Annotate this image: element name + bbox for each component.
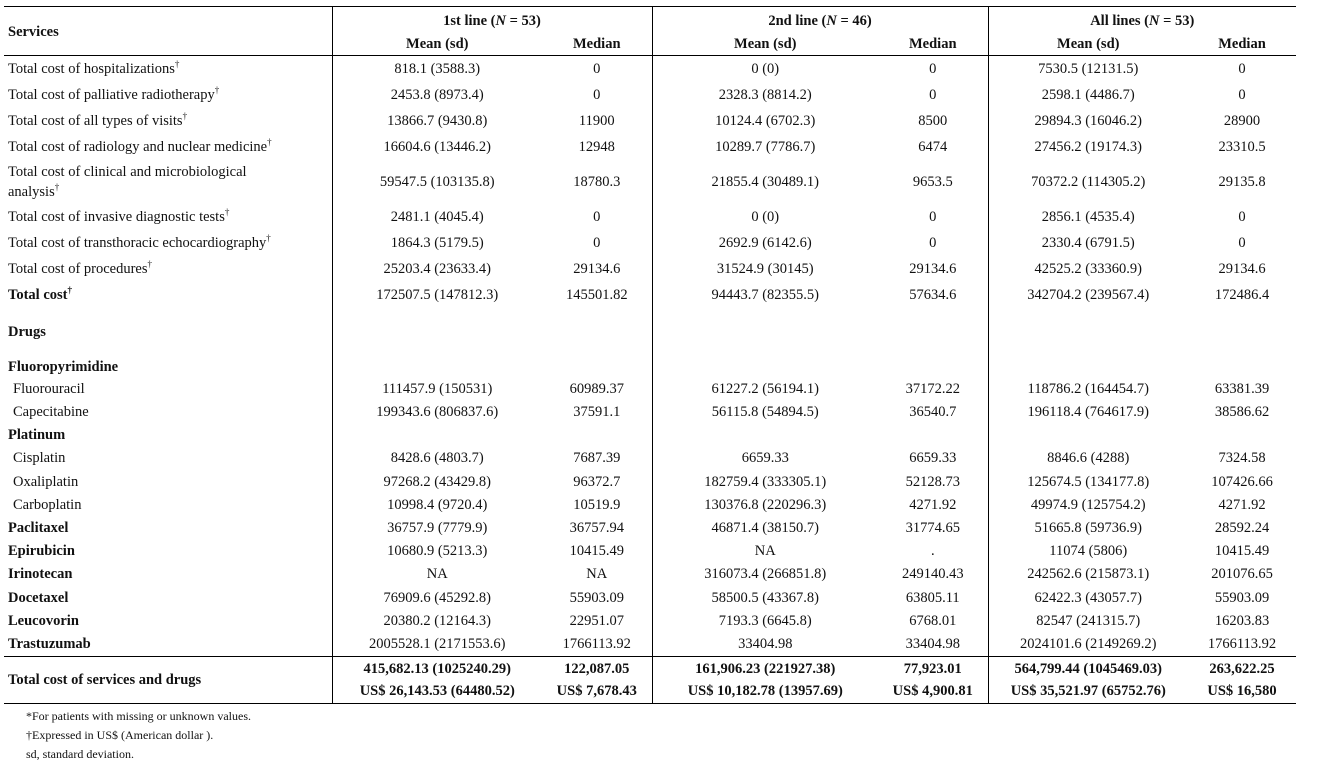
median-cell: 0 <box>878 230 988 256</box>
mean-cell: 49974.9 (125754.2) <box>1030 496 1146 513</box>
mean-cell: 94443.7 (82355.5) <box>711 286 820 303</box>
row-label-text: Total cost of radiology and nuclear medicine <box>8 138 268 155</box>
median-cell: 11900 <box>542 108 652 134</box>
empty-cell <box>542 356 652 378</box>
row-label-text: analysis <box>8 184 55 200</box>
median-cell: 9653.5 <box>878 160 988 204</box>
median-cell: 1766113.92 <box>542 633 652 657</box>
mean-cell: 242562.6 (215873.1) <box>1027 566 1150 583</box>
row-label-text: Docetaxel <box>8 589 69 606</box>
row-label-text: Carboplatin <box>13 496 82 513</box>
row-label <box>4 134 332 160</box>
median-cell: 7687.39 <box>542 447 652 470</box>
mean-cell: 199343.6 (806837.6) <box>376 404 499 421</box>
median-cell: 6474 <box>878 134 988 160</box>
median-cell: 0 <box>542 204 652 230</box>
row-label <box>4 230 332 256</box>
table-row <box>4 471 1296 494</box>
mean-cell: 316073.4 (266851.8) <box>704 566 827 583</box>
row-label <box>4 494 332 517</box>
median-cell: 4271.92 <box>1218 496 1266 513</box>
row-label-text: Total cost of procedures <box>8 260 148 277</box>
group-header-1st-line: 1st line (N = 53) <box>332 7 652 34</box>
total-cell <box>878 657 988 704</box>
row-label-text: Fluorouracil <box>13 381 85 398</box>
mean-cell: 182759.4 (333305.1) <box>704 473 827 490</box>
median-cell: 201076.65 <box>1211 566 1273 583</box>
fluoropyrimidine-heading-label: Fluoropyrimidine <box>4 356 332 378</box>
row-label-text: Epirubicin <box>8 543 75 560</box>
median-header: Median <box>542 33 652 56</box>
total-cell <box>652 657 878 704</box>
fluoropyrimidine-heading <box>4 356 1296 378</box>
row-label-text: Trastuzumab <box>8 635 91 652</box>
services-header: Services <box>4 7 332 56</box>
mean-cell: 70372.2 (114305.2) <box>1031 173 1146 190</box>
median-cell: 29134.6 <box>542 256 652 282</box>
median-cell: 18780.3 <box>542 160 652 204</box>
empty-cell <box>542 424 652 447</box>
row-label <box>4 160 332 204</box>
empty-cell <box>652 424 878 447</box>
mean-cell: 7193.3 (6645.8) <box>718 612 812 629</box>
row-label-text: Total cost of all types of visits <box>8 112 183 129</box>
median-cell: 29134.6 <box>878 256 988 282</box>
table-row <box>4 134 1296 160</box>
mean-cell: NA <box>426 566 448 583</box>
total-usd-value: US$ 7,678.43 <box>556 683 637 700</box>
total-value: 161,906.23 (221927.38) <box>695 661 836 678</box>
mean-cell: 172507.5 (147812.3) <box>376 286 499 303</box>
dagger-footnote-mark: † <box>267 136 272 147</box>
mean-cell: 10289.7 (7786.7) <box>715 138 816 155</box>
mean-cell: 2328.3 (8814.2) <box>718 86 812 103</box>
table-row <box>4 610 1296 633</box>
median-cell: 57634.6 <box>878 282 988 308</box>
mean-cell: 7530.5 (12131.5) <box>1038 60 1139 77</box>
median-cell: 37591.1 <box>542 401 652 424</box>
row-label <box>4 204 332 230</box>
median-cell: 7324.58 <box>1218 450 1266 467</box>
table-row <box>4 56 1296 83</box>
total-value: 77,923.01 <box>903 661 962 678</box>
table-row <box>4 401 1296 424</box>
median-cell: 37172.22 <box>878 378 988 401</box>
median-cell: 0 <box>878 56 988 83</box>
total-cell <box>332 657 542 704</box>
row-label-text: Cisplatin <box>13 450 66 467</box>
median-cell: 0 <box>542 82 652 108</box>
dagger-footnote-mark: † <box>224 206 230 217</box>
total-row <box>4 657 1296 704</box>
mean-cell: 2005528.1 (2171553.6) <box>368 635 506 652</box>
median-header: Median <box>878 33 988 56</box>
mean-cell: 42525.2 (33360.9) <box>1034 260 1143 277</box>
mean-header: Mean (sd) <box>652 33 878 56</box>
mean-cell: 196118.4 (764617.9) <box>1027 404 1149 421</box>
median-cell: 23310.5 <box>1218 138 1266 155</box>
mean-cell: 8846.6 (4288) <box>1047 450 1130 467</box>
table-row <box>4 82 1296 108</box>
row-label <box>4 587 332 610</box>
mean-cell: 27456.2 (19174.3) <box>1034 138 1143 155</box>
mean-cell: 58500.5 (43367.8) <box>711 589 820 606</box>
row-label <box>4 447 332 470</box>
empty-cell <box>988 356 1188 378</box>
median-cell: 63381.39 <box>1214 381 1270 398</box>
total-value: 263,622.25 <box>1209 661 1275 678</box>
row-label-text: Total cost of transthoracic echocardiography <box>8 234 267 251</box>
mean-cell: 342704.2 (239567.4) <box>1027 286 1150 303</box>
median-cell: 0 <box>1238 208 1246 225</box>
mean-cell: 118786.2 (164454.7) <box>1027 381 1149 398</box>
median-cell: 10519.9 <box>542 494 652 517</box>
platinum-heading <box>4 424 1296 447</box>
mean-header: Mean (sd) <box>332 33 542 56</box>
median-cell: 10415.49 <box>542 540 652 563</box>
row-label-text: Total cost of palliative radiotherapy <box>8 86 215 103</box>
dagger-footnote-mark: † <box>182 110 188 121</box>
mean-cell: 11074 (5806) <box>1049 543 1128 560</box>
table-row <box>4 517 1296 540</box>
mean-cell: 56115.8 (54894.5) <box>711 404 819 421</box>
median-cell: 22951.07 <box>542 610 652 633</box>
median-cell: 12948 <box>542 134 652 160</box>
mean-cell: 20380.2 (12164.3) <box>383 612 492 629</box>
dagger-footnote-mark: † <box>266 232 271 243</box>
median-cell: 33404.98 <box>878 633 988 657</box>
footnote: sd, standard deviation. <box>26 747 134 761</box>
group-header-2nd-line: 2nd line (N = 46) <box>652 7 988 34</box>
median-cell: 0 <box>1238 60 1246 77</box>
table-row <box>4 282 1296 308</box>
row-label <box>4 540 332 563</box>
mean-cell: 6659.33 <box>741 450 789 467</box>
table-row <box>4 160 1296 204</box>
row-label <box>4 378 332 401</box>
row-label <box>4 471 332 494</box>
total-cell <box>988 657 1188 704</box>
row-label-text: Capecitabine <box>13 404 89 421</box>
empty-cell <box>542 308 652 356</box>
dagger-footnote-mark: † <box>147 258 153 269</box>
median-cell: 29135.8 <box>1218 173 1266 190</box>
median-cell: 28592.24 <box>1214 520 1270 537</box>
drugs-heading-label: Drugs <box>4 308 332 356</box>
mean-cell: 59547.5 (103135.8) <box>379 173 495 190</box>
median-cell: 55903.09 <box>1214 589 1270 606</box>
empty-cell <box>1188 308 1296 356</box>
total-cell <box>1188 657 1296 704</box>
mean-cell: 0 (0) <box>751 60 780 77</box>
mean-cell: 36757.9 (7779.9) <box>387 520 488 537</box>
mean-cell: 2453.8 (8973.4) <box>390 86 484 103</box>
mean-cell: 818.1 (3588.3) <box>394 60 481 77</box>
mean-cell: NA <box>754 543 776 560</box>
total-usd-value: US$ 10,182.78 (13957.69) <box>687 683 843 700</box>
mean-cell: 2692.9 (6142.6) <box>718 234 812 251</box>
median-cell: 52128.73 <box>878 471 988 494</box>
dagger-footnote-mark: † <box>67 284 72 295</box>
median-cell: 0 <box>1238 234 1246 251</box>
empty-cell <box>652 308 878 356</box>
empty-cell <box>878 308 988 356</box>
empty-cell <box>1188 424 1296 447</box>
total-usd-value: US$ 4,900.81 <box>892 683 973 700</box>
table-row <box>4 108 1296 134</box>
mean-cell: 21855.4 (30489.1) <box>711 173 820 190</box>
row-label <box>4 610 332 633</box>
empty-cell <box>332 424 542 447</box>
mean-cell: 13866.7 (9430.8) <box>387 112 488 129</box>
total-usd-value: US$ 26,143.53 (64480.52) <box>359 683 515 700</box>
dagger-footnote-mark: † <box>214 84 220 95</box>
row-label <box>4 56 332 83</box>
total-value: 415,682.13 (1025240.29) <box>363 661 511 678</box>
row-label <box>4 563 332 586</box>
empty-cell <box>332 308 542 356</box>
row-label <box>4 82 332 108</box>
median-cell: 10415.49 <box>1214 543 1270 560</box>
table-row <box>4 378 1296 401</box>
mean-cell: 10124.4 (6702.3) <box>715 112 816 129</box>
median-cell: 0 <box>542 230 652 256</box>
median-cell: 249140.43 <box>878 563 988 586</box>
group-header-all-lines: All lines (N = 53) <box>988 7 1296 34</box>
total-value: 122,087.05 <box>564 661 630 678</box>
table-row <box>4 633 1296 657</box>
dagger-footnote-mark: † <box>54 182 60 192</box>
mean-cell: 130376.8 (220296.3) <box>704 496 827 513</box>
median-cell: 172486.4 <box>1214 286 1270 303</box>
median-cell: 8500 <box>878 108 988 134</box>
row-label-text: Oxaliplatin <box>13 473 79 490</box>
mean-cell: 31524.9 (30145) <box>716 260 814 277</box>
dagger-footnote-mark: † <box>174 58 180 69</box>
table-row <box>4 494 1296 517</box>
total-usd-value: US$ 16,580 <box>1207 683 1277 700</box>
empty-cell <box>652 356 878 378</box>
median-cell: 36540.7 <box>878 401 988 424</box>
footnotes <box>26 707 251 764</box>
median-cell: 107426.66 <box>1211 473 1273 490</box>
row-label <box>4 401 332 424</box>
mean-cell: 29894.3 (16046.2) <box>1034 112 1143 129</box>
mean-cell: 2024101.6 (2149269.2) <box>1019 635 1157 652</box>
mean-cell: 46871.4 (38150.7) <box>711 520 820 537</box>
table-row <box>4 587 1296 610</box>
mean-cell: 2598.1 (4486.7) <box>1041 86 1135 103</box>
row-label <box>4 256 332 282</box>
table-row <box>4 256 1296 282</box>
row-label <box>4 282 332 308</box>
median-cell: 36757.94 <box>542 517 652 540</box>
mean-cell: 97268.2 (43429.8) <box>383 473 492 490</box>
table-row <box>4 204 1296 230</box>
median-cell: 29134.6 <box>1218 260 1266 277</box>
table-row <box>4 230 1296 256</box>
mean-cell: 10998.4 (9720.4) <box>387 496 488 513</box>
mean-cell: 125674.5 (134177.8) <box>1027 473 1150 490</box>
median-cell: 4271.92 <box>878 494 988 517</box>
mean-header: Mean (sd) <box>988 33 1188 56</box>
empty-cell <box>1188 356 1296 378</box>
median-cell: 0 <box>1238 86 1246 103</box>
mean-cell: 8428.6 (4803.7) <box>390 450 484 467</box>
mean-cell: 2481.1 (4045.4) <box>390 208 484 225</box>
mean-cell: 25203.4 (23633.4) <box>383 260 492 277</box>
row-label-text: Total cost of clinical and microbiological <box>8 164 247 180</box>
mean-cell: 51665.8 (59736.9) <box>1034 520 1143 537</box>
median-cell: NA <box>542 563 652 586</box>
row-label-text: Paclitaxel <box>8 520 69 537</box>
median-cell: 96372.7 <box>542 471 652 494</box>
median-cell: 31774.65 <box>878 517 988 540</box>
mean-cell: 2330.4 (6791.5) <box>1041 234 1135 251</box>
total-value: 564,799.44 (1045469.03) <box>1014 661 1162 678</box>
row-label-text: Total cost of invasive diagnostic tests <box>8 208 225 225</box>
median-cell: 0 <box>542 56 652 83</box>
median-cell: 16203.83 <box>1214 612 1270 629</box>
mean-cell: 76909.6 (45292.8) <box>383 589 492 606</box>
empty-cell <box>878 356 988 378</box>
mean-cell: 1864.3 (5179.5) <box>390 234 484 251</box>
empty-cell <box>332 356 542 378</box>
mean-cell: 2856.1 (4535.4) <box>1041 208 1135 225</box>
median-cell: 55903.09 <box>542 587 652 610</box>
total-cell <box>542 657 652 704</box>
mean-cell: 111457.9 (150531) <box>382 381 493 398</box>
median-cell: 1766113.92 <box>1207 635 1277 652</box>
total-row-label: Total cost of services and drugs <box>4 657 332 704</box>
median-cell: 28900 <box>1223 112 1261 129</box>
row-label <box>4 108 332 134</box>
median-cell: 0 <box>878 204 988 230</box>
median-cell: 63805.11 <box>878 587 988 610</box>
empty-cell <box>878 424 988 447</box>
row-label <box>4 633 332 657</box>
median-cell: 0 <box>878 82 988 108</box>
median-cell: 60989.37 <box>542 378 652 401</box>
footnote: †Expressed in US$ (American dollar ). <box>26 728 214 742</box>
table-row <box>4 540 1296 563</box>
mean-cell: 61227.2 (56194.1) <box>711 381 820 398</box>
total-usd-value: US$ 35,521.97 (65752.76) <box>1010 683 1166 700</box>
median-cell: 145501.82 <box>542 282 652 308</box>
footnote: *For patients with missing or unknown values. <box>26 709 251 723</box>
mean-cell: 82547 (241315.7) <box>1036 612 1141 629</box>
median-cell: . <box>878 540 988 563</box>
median-cell: 6659.33 <box>878 447 988 470</box>
table-row <box>4 447 1296 470</box>
empty-cell <box>988 424 1188 447</box>
mean-cell: 33404.98 <box>738 635 793 652</box>
row-label-text: Total cost <box>8 286 68 303</box>
mean-cell: 10680.9 (5213.3) <box>387 543 488 560</box>
mean-cell: 16604.6 (13446.2) <box>383 138 492 155</box>
cost-table <box>4 6 1296 704</box>
median-header: Median <box>1188 33 1296 56</box>
row-label-text: Leucovorin <box>8 612 79 629</box>
row-label <box>4 517 332 540</box>
median-cell: 38586.62 <box>1214 404 1270 421</box>
table-row <box>4 563 1296 586</box>
row-label-text: Irinotecan <box>8 566 73 583</box>
empty-cell <box>988 308 1188 356</box>
mean-cell: 62422.3 (43057.7) <box>1034 589 1143 606</box>
row-label-text: Total cost of hospitalizations <box>8 60 175 77</box>
drugs-heading <box>4 308 1296 356</box>
mean-cell: 0 (0) <box>751 208 780 225</box>
median-cell: 6768.01 <box>878 610 988 633</box>
platinum-heading-label: Platinum <box>4 424 332 447</box>
